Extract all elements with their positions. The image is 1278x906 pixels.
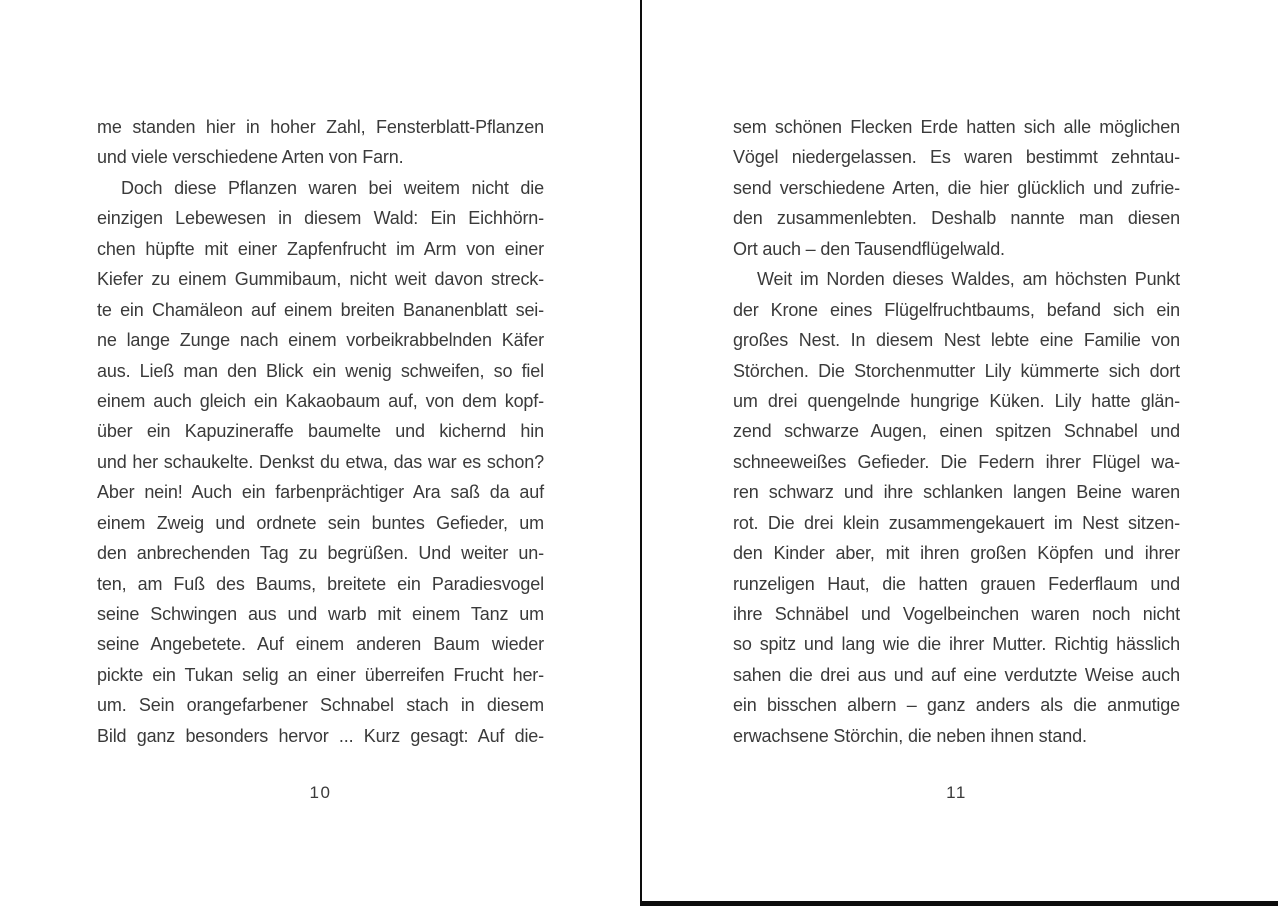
text-line: Aber nein! Auch ein farbenprächtiger Ara saß da auf xyxy=(97,482,544,503)
page-right-text xyxy=(733,112,1180,751)
page-number-right: 11 xyxy=(946,783,967,802)
text-line: sem schönen Flecken Erde hatten sich alle möglichen xyxy=(733,117,1180,137)
text-line: um drei quengelnde hungrige Küken. Lily hatte glän- xyxy=(733,390,1180,411)
text-line: so spitz und lang wie die ihrer Mutter. Richtig hässlich xyxy=(733,634,1180,655)
text-line: ten, am Fuß des Baums, breitete ein Paradiesvogel xyxy=(97,573,544,594)
text-line: den zusammenlebten. Deshalb nannte man diesen xyxy=(733,208,1180,229)
text-line: einzigen Lebewesen in diesem Wald: Ein Eichhörn- xyxy=(97,208,544,229)
text-line: Bild ganz besonders hervor ... Kurz gesagt: Auf die- xyxy=(97,725,544,746)
text-line: aus. Ließ man den Blick ein wenig schweifen, so fiel xyxy=(97,360,544,381)
text-line: ein bisschen albern – ganz anders als die anmutige xyxy=(733,695,1180,716)
text-line: Weit im Norden dieses Waldes, am höchsten Punkt xyxy=(757,269,1180,290)
text-line: chen hüpfte mit einer Zapfenfrucht im Arm von einer xyxy=(97,238,544,259)
text-line: einem Zweig und ordnete sein buntes Gefieder, um xyxy=(97,512,544,533)
text-line: ihre Schnäbel und Vogelbeinchen waren noch nicht xyxy=(733,604,1180,624)
text-line: zend schwarze Augen, einen spitzen Schnabel und xyxy=(733,421,1180,442)
text-line: Vögel niedergelassen. Es waren bestimmt zehntau- xyxy=(733,147,1180,168)
text-line: über ein Kapuzineraffe baumelte und kichernd hin xyxy=(97,421,544,442)
text-line: der Krone eines Flügelfruchtbaums, befand sich ein xyxy=(733,299,1180,320)
text-line: schneeweißes Gefieder. Die Federn ihrer Flügel wa- xyxy=(733,451,1180,472)
text-line: ren schwarz und ihre schlanken langen Beine waren xyxy=(733,482,1180,503)
text-line: den anbrechenden Tag zu begrüßen. Und weiter un- xyxy=(97,543,544,564)
text-line: ne lange Zunge nach einem vorbeikrabbelnden Käfer xyxy=(97,330,544,351)
page-number-left: 10 xyxy=(309,783,332,802)
text-line: send verschiedene Arten, die hier glücklich und zufrie- xyxy=(733,177,1180,198)
text-line: Kiefer zu einem Gummibaum, nicht weit davon streck- xyxy=(97,269,544,290)
text-line: Störchen. Die Storchenmutter Lily kümmerte sich dort xyxy=(733,360,1180,381)
text-line: den Kinder aber, mit ihren großen Köpfen und ihrer xyxy=(733,543,1180,564)
text-line: großes Nest. In diesem Nest lebte eine Familie von xyxy=(733,330,1180,351)
text-line: seine Schwingen aus und warb mit einem Tanz um xyxy=(97,604,544,624)
text-line: me standen hier in hoher Zahl, Fensterblatt-Pflanzen xyxy=(97,117,544,137)
text-line: sahen die drei aus und auf eine verdutzte Weise auch xyxy=(733,664,1180,685)
text-line: te ein Chamäleon auf einem breiten Bananenblatt sei- xyxy=(97,299,544,320)
text-line: Ort auch – den Tausendflügelwald. xyxy=(733,238,1005,259)
text-line: runzeligen Haut, die hatten grauen Federflaum und xyxy=(733,573,1180,594)
text-line: und viele verschiedene Arten von Farn. xyxy=(97,147,404,168)
text-line: pickte ein Tukan selig an einer überreifen Frucht her- xyxy=(97,664,544,685)
text-line: und her schaukelte. Denkst du etwa, das war es schon? xyxy=(97,451,544,472)
book-gutter-divider xyxy=(640,0,642,906)
text-line: rot. Die drei klein zusammengekauert im Nest sitzen- xyxy=(733,512,1180,533)
text-line: erwachsene Störchin, die neben ihnen stand. xyxy=(733,725,1087,746)
text-line: Doch diese Pflanzen waren bei weitem nicht die xyxy=(121,177,544,198)
scan-edge-bottom xyxy=(640,901,1278,906)
text-line: um. Sein orangefarbener Schnabel stach in diesem xyxy=(97,695,544,716)
page-left-text xyxy=(97,112,544,751)
text-line: einem auch gleich ein Kakaobaum auf, von dem kopf- xyxy=(97,390,544,411)
text-line: seine Angebetete. Auf einem anderen Baum wieder xyxy=(97,634,544,655)
